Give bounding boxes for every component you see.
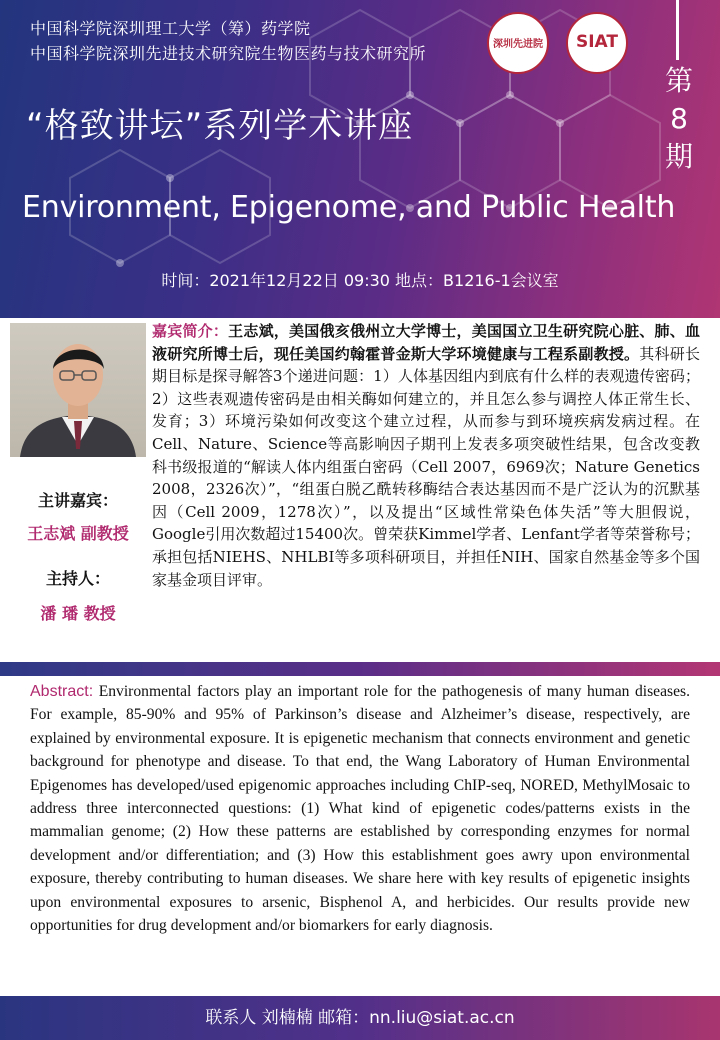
host-label: 主持人： [45,569,110,588]
speaker-photo [10,323,146,457]
bio-label: 嘉宾简介： [152,322,229,340]
seal-logo-text: 深圳先进院 [493,39,543,50]
bio-highlight: 王志斌，美国俄亥俄州立大学博士，美国国立卫生研究院心脏、肺、血液研究所博士后，现任美国约翰霍普金斯大学环境健康与工程系副教授。 [152,322,700,363]
issue-divider-line [676,0,679,60]
siat-logo [566,12,628,74]
contact-footer: 联系人 刘楠楠 邮箱：nn.liu@siat.ac.cn [0,996,720,1040]
issue-suffix: 期 [664,140,693,173]
speaker-portrait-illustration [10,323,146,457]
abstract-label: Abstract: [30,683,94,700]
siat-logo-text: SIAT [575,32,618,52]
talk-title: Environment, Epigenome, and Public Health [22,190,676,225]
speaker-section [0,318,720,662]
issue-number [662,62,696,176]
series-title: “格致讲坛”系列学术讲座 [26,106,414,146]
time-place: 时间：2021年12月22日 09:30 地点：B1216-1会议室 [161,271,559,290]
host-name: 潘 璠 教授 [40,604,116,623]
speaker-label: 主讲嘉宾： [37,491,118,510]
speaker-name: 王志斌 副教授 [27,524,129,543]
institute-line-1: 中国科学院深圳理工大学（筹）药学院 [30,19,311,38]
issue-value: 8 [670,102,688,135]
siat-seal-logo [487,12,549,74]
issue-prefix: 第 [664,64,693,97]
section-divider [0,662,720,676]
bio-text: 其科研长期目标是探寻解答3个递进问题：1）人体基因组内到底有什么样的表观遗传密码；2）这些表观遗传密码是由相关酶如何建立的，并且怎么参与调控人体正常生长、发育；3）环境污染如何改变这个建立过程，从而参与到环境疾病发病过程。在Cell、Nature、Science等高影响因子期刊上发表多项突破性结果，包含改变教科书级报道的“解读人体内组蛋白密码（Cell 2007，6969次；Nature Genetics 2008，2326次）”，“组蛋白脱乙酰转移酶结合表达基因而不是广泛认为的沉默基因（Cell 2009，1278次）”，以及提出“区域性常染色体失活”等大胆假说，Google引用次数超过15400次。曾荣获Kimmel学者、Lenfant学者等荣誉称号；承担包括NIEHS、NHLBI等多项科研项目，并担任NIH、国家自然基金等多个国家基金项目评审。 [152,344,700,589]
header-banner [0,0,720,318]
abstract-text: Environmental factors play an important role for the pathogenesis of many human diseases. For example, 85-90% and 95% of Parkinson’s disease and Alzheimer’s disease, respectively, are explained by environmental exposure. It is epigenetic mechanism that connects environment and genetic background for phenotype and disease. To that end, the Wang Laboratory of Human Environmental Epigenomes has developed/used epigenomic approaches including ChIP-seq, NORED, MethylMosaic to address three interconnected questions: (1) What kind of epigenetic codes/patterns exists in the mammalian genome; (2) How these patterns are established by corresponding enzymes for normal development and/or differentiation; and (3) How this establishment goes awry upon environmental exposure, thereby contributing to human diseases. We share here with key results of epigenetic insights upon environmental exposures to arsenic, Bisphenol A, and herbicides. Our results provide new opportunities for drug development and/or biomarkers for early diagnosis. [30,683,690,935]
abstract-section [30,680,690,937]
speaker-bio [152,320,700,591]
institute-line-2: 中国科学院深圳先进技术研究院生物医药与技术研究所 [30,44,427,63]
